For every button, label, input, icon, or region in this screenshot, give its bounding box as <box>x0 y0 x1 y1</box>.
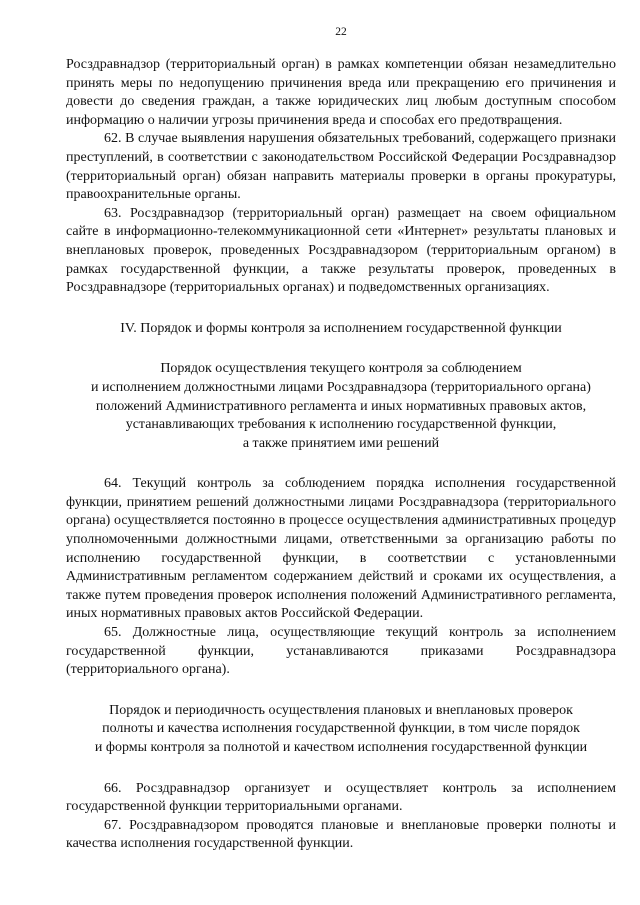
paragraph-65: 65. Должностные лица, осуществляющие текущий контроль за исполнением государственной функции, устанавливаются приказами Росздравнадзора (территориального органа). <box>66 625 616 678</box>
subheading-inspections <box>66 702 616 758</box>
paragraph-62: 62. В случае выявления нарушения обязательных требований, содержащего признаки преступлений, в соответствии с законодательством Российской Федерации Росздравнадзор (территориальный орган) обязан направить материалы проверки в органы прокуратуры, правоохранительные органы. <box>66 131 616 203</box>
subheading-line: положений Административного регламента и иных нормативных правовых актов, <box>95 398 587 414</box>
subheading-current-control <box>66 360 616 453</box>
paragraph-61-continuation: Росздравнадзор (территориальный орган) в рамках компетенции обязан незамедлительно принять меры по недопущению причинения вреда или прекращению его причинения и довести до сведения граждан, а также юридических лиц любым доступным способом информацию о наличии угрозы причинения вреда и способах его предотвращения. <box>66 57 616 128</box>
subheading-line: устанавливающих требования к исполнению государственной функции, <box>125 417 557 433</box>
subheading-line: и исполнением должностными лицами Росздравнадзора (территориального органа) <box>91 379 591 395</box>
paragraph-67: 67. Росздравнадзором проводятся плановые и внеплановые проверки полноты и качества исполнения государственной функции. <box>66 817 616 852</box>
page-number: 22 <box>335 26 347 38</box>
subheading-line: и формы контроля за полнотой и качеством исполнения государственной функции <box>94 740 588 755</box>
paragraph-64: 64. Текущий контроль за соблюдением порядка исполнения государственной функции, принятием решений должностными лицами Росздравнадзора (территориального органа) осуществляется постоянно в процессе осуществления административных процедур уполномоченными должностными лицами, ответственными за организацию работы по исполнению государственной функции, в соответствии с установленными Административным регламентом содержанием действий и сроками их осуществления, а также путем проведения проверок исполнения положений Административного регламента, иных нормативных правовых актов Российской Федерации. <box>66 476 616 622</box>
section-heading-iv: IV. Порядок и формы контроля за исполнением государственной функции <box>120 320 562 336</box>
subheading-line: Порядок осуществления текущего контроля за соблюдением <box>160 361 522 377</box>
subheading-line: Порядок и периодичность осуществления плановых и внеплановых проверок <box>109 702 573 718</box>
subheading-line: полноты и качества исполнения государственной функции, в том числе порядок <box>102 721 580 737</box>
paragraph-66: 66. Росздравнадзор организует и осуществляет контроль за исполнением государственной функции территориальными органами. <box>66 780 616 815</box>
paragraph-63: 63. Росздравнадзор (территориальный орган) размещает на своем официальном сайте в информационно-телекоммуникационной сети «Интернет» результаты плановых и внеплановых проверок, проведенных Росздравнадзором (территориальным органом) в рамках государственной функции, а также результаты проверок, проведенных в Росздравнадзоре (территориальных органах) и подведомственных организациях. <box>66 205 616 296</box>
subheading-line: а также принятием ими решений <box>242 435 440 451</box>
